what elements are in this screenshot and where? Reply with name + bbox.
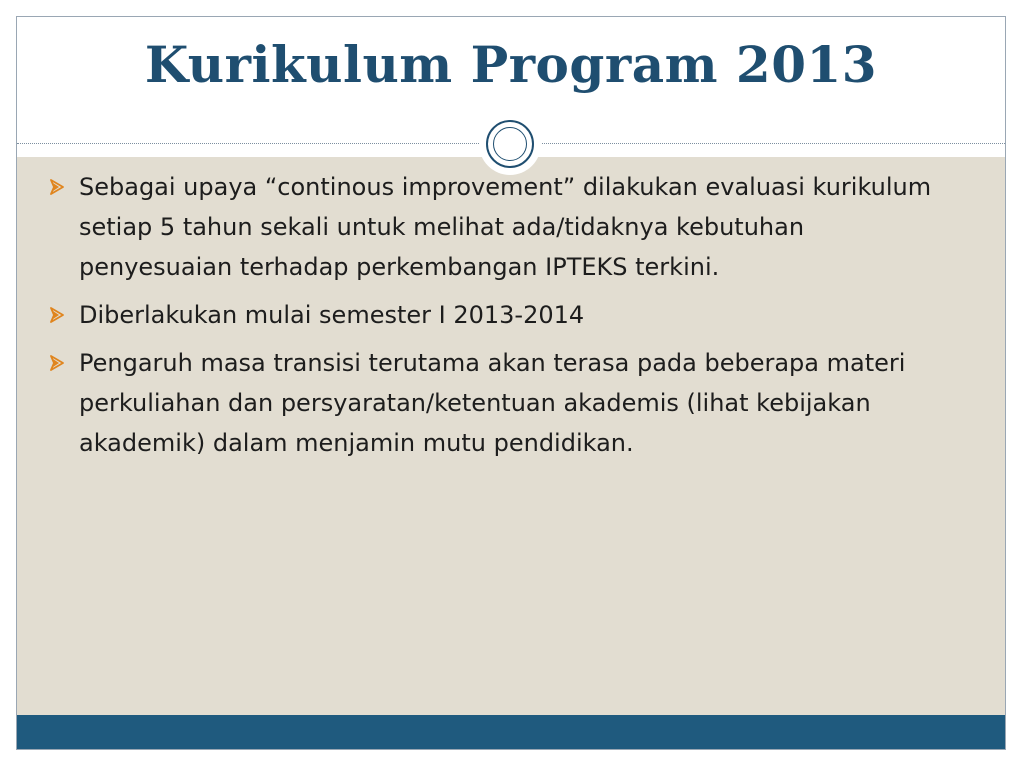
circle-ornament-icon [479, 113, 541, 175]
bullet-item [47, 295, 947, 335]
ornament-outer-ring [486, 120, 534, 168]
slide-title: Kurikulum Program 2013 [144, 35, 878, 94]
arrowhead-bullet-icon [49, 307, 65, 323]
ornament-inner-ring [493, 127, 527, 161]
bullet-text: Pengaruh masa transisi terutama akan terasa pada beberapa materi perkuliahan dan persyaratan/ketentuan akademis (lihat kebijakan akademik) dalam menjamin mutu pendidikan. [79, 349, 906, 457]
bullet-item [47, 343, 947, 463]
bullet-list [47, 167, 947, 471]
bullet-item [47, 167, 947, 287]
arrowhead-bullet-icon [49, 355, 65, 371]
arrowhead-bullet-icon [49, 179, 65, 195]
slide-frame [16, 16, 1006, 750]
bullet-text: Diberlakukan mulai semester I 2013-2014 [79, 301, 585, 329]
footer-bar [17, 715, 1005, 750]
bullet-text: Sebagai upaya “continous improvement” dilakukan evaluasi kurikulum setiap 5 tahun sekali untuk melihat ada/tidaknya kebutuhan penyesuaian terhadap perkembangan IPTEKS terkini. [79, 173, 932, 281]
